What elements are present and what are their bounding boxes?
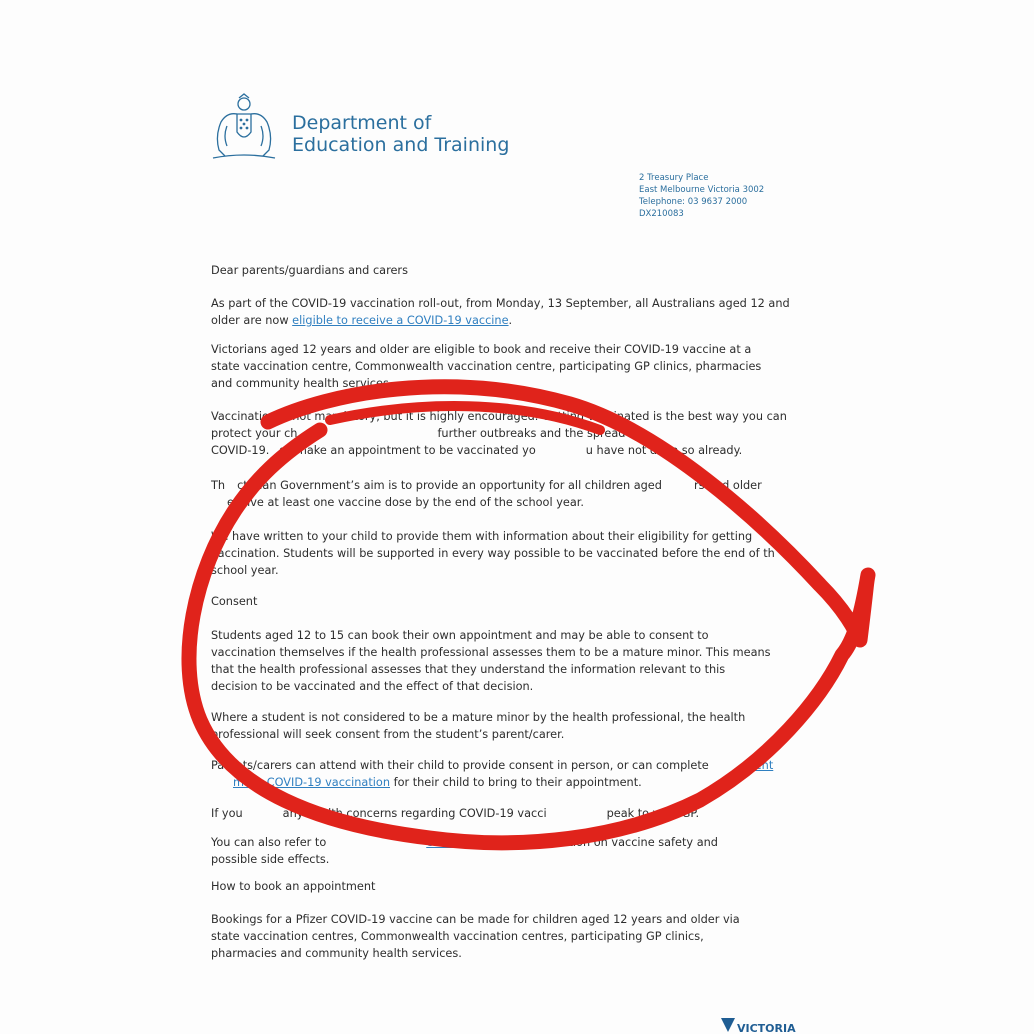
coat-of-arms-icon <box>207 92 281 164</box>
address-line: DX210083 <box>639 209 684 219</box>
paragraph-5: We have written to your child to provide them with information about their eligibility for getting vaccination. Students will be supported in every way possible to be vaccinated before the end of th school year. <box>211 530 775 577</box>
dept-line-1: Department of <box>292 112 432 134</box>
paragraph-1: As part of the COVID-19 vaccination roll-out, from Monday, 13 September, all Australians aged 12 and older are now eligible to receive a COVID-19 vaccine. <box>211 297 790 327</box>
paragraph-9: If you any health concerns regarding COVID-19 vacci peak to your GP. <box>211 807 700 820</box>
paragraph-10: You can also refer to ealth website for information on vaccine safety and possible side effects. <box>211 836 718 866</box>
paragraph-4: Th ctorian Government’s aim is to provide an opportunity for all children aged rs and older eceive at least one vaccine dose by the end of the school year. <box>211 479 762 509</box>
consent-heading: Consent <box>211 595 258 608</box>
health-website-link[interactable]: ealth <box>426 836 455 849</box>
svg-text:VICTORIA: VICTORIA <box>737 1022 796 1034</box>
paragraph-2: Victorians aged 12 years and older are eligible to book and receive their COVID-19 vaccine at a state vaccination centre, Commonwealth vaccination centre, participating GP clinics, pharmacies and community health services. <box>211 343 762 390</box>
eligibility-link[interactable]: eligible to receive a COVID-19 vaccine <box>292 314 509 327</box>
address-line: East Melbourne Victoria 3002 <box>639 185 765 195</box>
paragraph-8: Parents/carers can attend with their child to provide consent in person, or can complete ent m for COVID-19 vaccination for their child to bring to their appointment. <box>211 759 774 789</box>
victoria-logo-icon <box>721 1018 796 1034</box>
consent-form-link-2[interactable]: m for COVID-19 vaccination <box>233 776 390 789</box>
greeting: Dear parents/guardians and carers <box>211 264 408 277</box>
paragraph-11: Bookings for a Pfizer COVID-19 vaccine can be made for children aged 12 years and older via state vaccination centres, Commonwealth vaccination centres, participating GP clinics, pharmacies and community health services. <box>211 913 740 960</box>
paragraph-3: Vaccination is not mandatory, but it is highly encouraged. Getting vaccinated is the best way you can protect your ch further outbreaks and the spread of COVID-19. se make an appointment to be vaccinated yo u have not done so already. <box>211 410 787 457</box>
address-line: Telephone: 03 9637 2000 <box>639 197 748 207</box>
consent-form-link[interactable]: ent <box>754 759 774 772</box>
address-line: 2 Treasury Place <box>639 173 709 183</box>
department-name <box>292 112 509 156</box>
paragraph-7: Where a student is not considered to be a mature minor by the health professional, the health professional will seek consent from the student’s parent/carer. <box>211 711 746 741</box>
booking-heading: How to book an appointment <box>211 880 376 893</box>
address-block <box>639 172 764 220</box>
dept-line-2: Education and Training <box>292 134 510 156</box>
paragraph-6: Students aged 12 to 15 can book their own appointment and may be able to consent to vaccination themselves if the health professional assesses them to be a mature minor. This means that the health professional assesses that they understand the information relevant to this decision to be vaccinated and the effect of that decision. <box>211 629 771 693</box>
